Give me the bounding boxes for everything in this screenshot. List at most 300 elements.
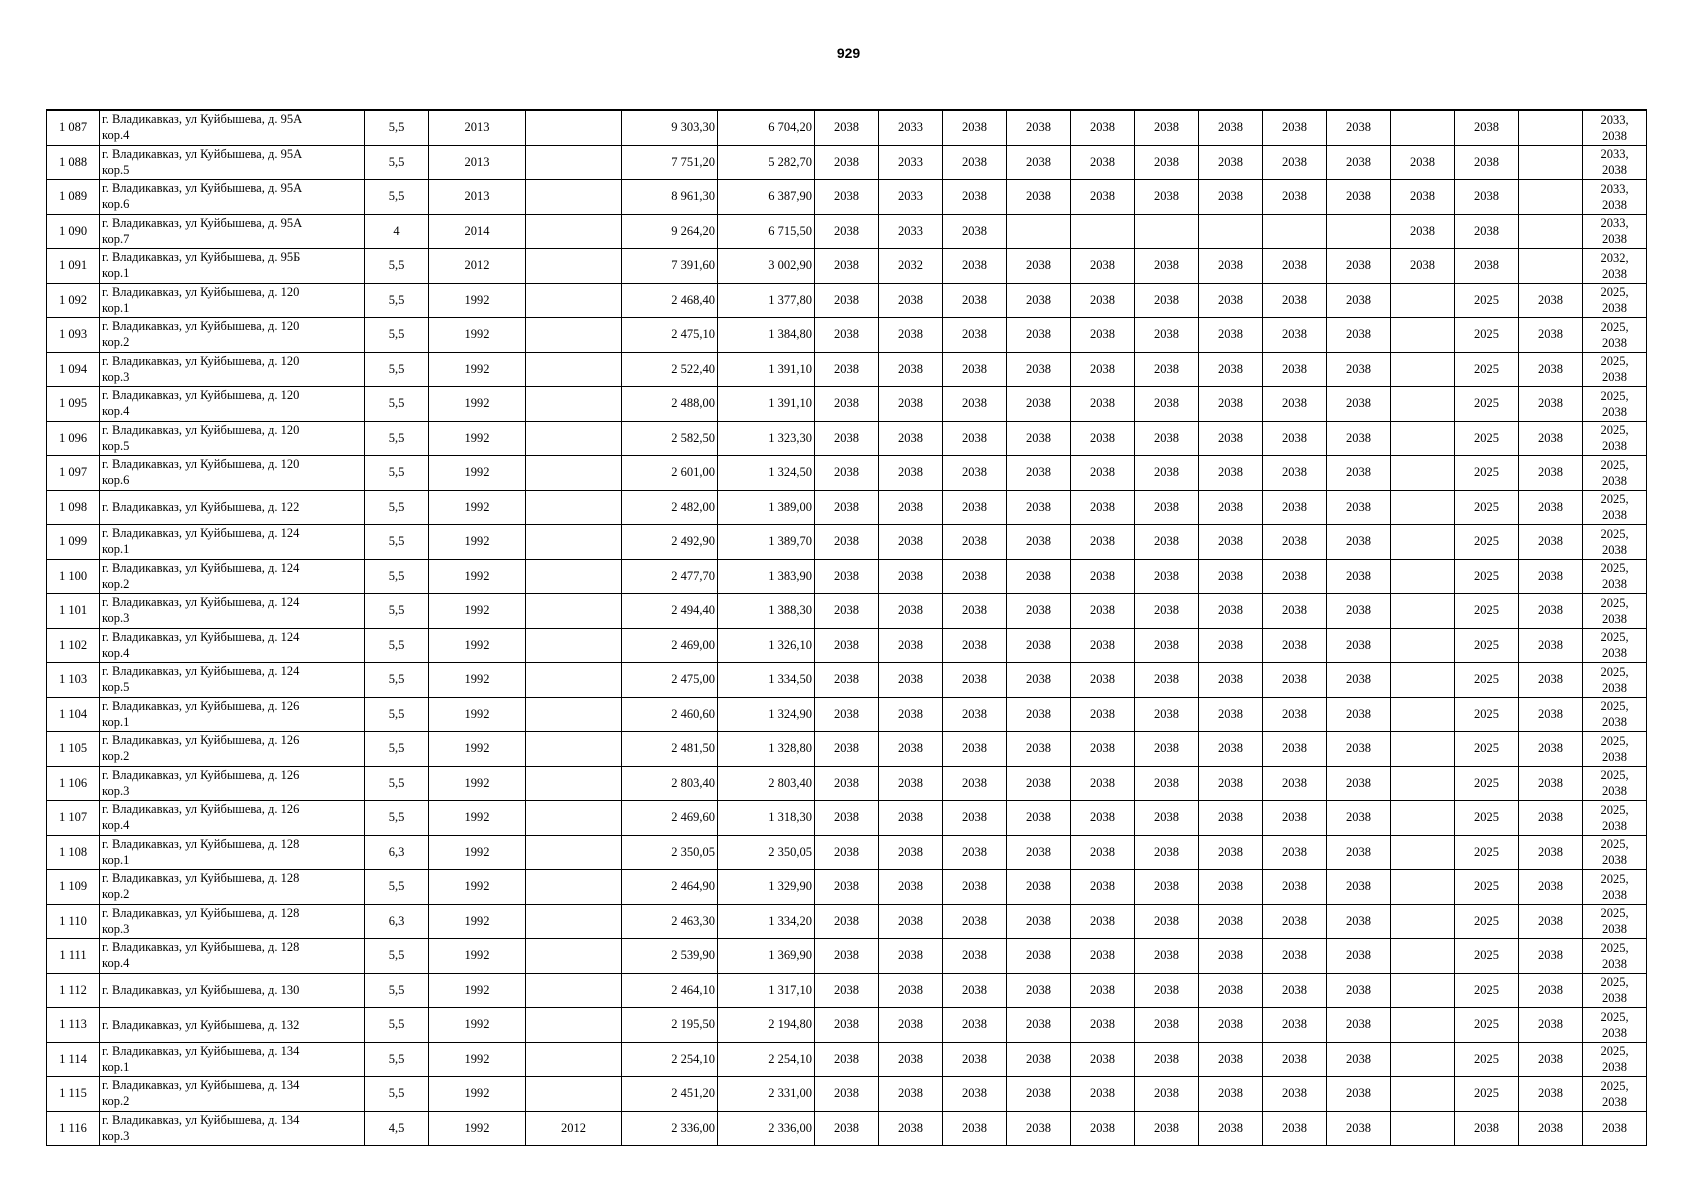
repair-year-cell — [1391, 801, 1455, 836]
address-line: г. Владикавказ, ул Куйбышева, д. 120 — [102, 353, 300, 368]
repair-year-cell: 2038 — [815, 283, 879, 318]
area-cell: 2 195,50 — [622, 1008, 718, 1043]
repair-year-cell: 2038 — [943, 1111, 1007, 1146]
repair-year-cell: 2038 — [1263, 318, 1327, 353]
repair-year-cell — [1519, 110, 1583, 145]
table-row — [47, 456, 1647, 491]
floors-cell: 5,5 — [365, 490, 429, 525]
last-cell — [1583, 145, 1647, 180]
repair-year-cell: 2038 — [1007, 1111, 1071, 1146]
repair-year-cell: 2038 — [1135, 1077, 1199, 1112]
repair-year-cell: 2038 — [943, 835, 1007, 870]
year-cell — [526, 318, 622, 353]
address-cell — [100, 628, 365, 663]
area-cell: 2 481,50 — [622, 732, 718, 767]
repair-year-cell: 2038 — [879, 939, 943, 974]
floors-cell: 5,5 — [365, 387, 429, 422]
area-cell: 2 469,60 — [622, 801, 718, 836]
address-line: г. Владикавказ, ул Куйбышева, д. 120 — [102, 457, 300, 471]
repair-year-cell: 2038 — [1007, 939, 1071, 974]
repair-year-cell: 2025 — [1455, 1077, 1519, 1112]
row-number: 1 110 — [47, 904, 100, 939]
area-cell: 2 477,70 — [622, 559, 718, 594]
page-number: 929 — [836, 45, 861, 61]
repair-year-cell: 2038 — [1327, 110, 1391, 145]
table-row — [47, 663, 1647, 698]
repair-year-cell: 2038 — [879, 318, 943, 353]
repair-year-cell: 2038 — [1007, 870, 1071, 905]
area-cell: 2 539,90 — [622, 939, 718, 974]
repair-year-cell: 2038 — [943, 421, 1007, 456]
repair-year-cell: 2025 — [1455, 1042, 1519, 1077]
address-cell — [100, 766, 365, 801]
repair-year-cell: 2038 — [1199, 352, 1263, 387]
last-line-1: 2025, — [1600, 733, 1629, 748]
repair-year-cell: 2038 — [1199, 904, 1263, 939]
repair-year-cell: 2038 — [943, 628, 1007, 663]
repair-year-cell: 2038 — [879, 594, 943, 629]
address-line: г. Владикавказ, ул Куйбышева, д. 128 — [102, 836, 300, 851]
area-cell: 2 254,10 — [718, 1042, 815, 1077]
repair-year-cell: 2038 — [1007, 249, 1071, 284]
floors-cell: 5,5 — [365, 628, 429, 663]
area-cell: 7 751,20 — [622, 145, 718, 180]
repair-year-cell: 2038 — [1519, 490, 1583, 525]
repair-year-cell: 2038 — [1071, 663, 1135, 698]
repair-year-cell: 2038 — [943, 249, 1007, 284]
repair-year-cell: 2038 — [879, 904, 943, 939]
repair-year-cell: 2038 — [1199, 1111, 1263, 1146]
area-cell: 9 303,30 — [622, 110, 718, 145]
year-cell — [526, 421, 622, 456]
repair-year-cell: 2038 — [943, 110, 1007, 145]
last-cell — [1583, 1042, 1647, 1077]
area-cell: 1 389,70 — [718, 525, 815, 560]
year-cell — [526, 1008, 622, 1043]
repair-year-cell — [1391, 1077, 1455, 1112]
year-cell — [526, 456, 622, 491]
repair-year-cell: 2038 — [1199, 180, 1263, 215]
address-building: кор.4 — [102, 956, 130, 970]
repair-year-cell: 2038 — [943, 904, 1007, 939]
repair-year-cell — [1519, 214, 1583, 249]
last-line-1: 2025, — [1600, 837, 1629, 852]
repair-year-cell: 2038 — [1007, 1008, 1071, 1043]
repair-year-cell: 2038 — [1327, 628, 1391, 663]
repair-year-cell: 2038 — [815, 456, 879, 491]
repair-year-cell: 2038 — [1071, 594, 1135, 629]
repair-year-cell: 2038 — [943, 732, 1007, 767]
address-building: кор.4 — [102, 645, 130, 660]
last-line-2: 2038 — [1602, 163, 1627, 178]
area-cell: 2 254,10 — [622, 1042, 718, 1077]
repair-year-cell: 2038 — [943, 352, 1007, 387]
repair-year-cell: 2038 — [879, 732, 943, 767]
area-cell: 2 803,40 — [718, 766, 815, 801]
address-cell — [100, 870, 365, 905]
repair-year-cell: 2038 — [1263, 283, 1327, 318]
repair-year-cell: 2038 — [1327, 1077, 1391, 1112]
repair-year-cell: 2038 — [1263, 421, 1327, 456]
address-cell — [100, 835, 365, 870]
area-cell: 8 961,30 — [622, 180, 718, 215]
repair-year-cell: 2038 — [1199, 628, 1263, 663]
address-line: г. Владикавказ, ул Куйбышева, д. 120 — [102, 284, 300, 299]
address-cell — [100, 1077, 365, 1112]
repair-year-cell: 2025 — [1455, 283, 1519, 318]
area-cell: 2 464,10 — [622, 973, 718, 1008]
address-building: кор.4 — [102, 818, 130, 832]
last-cell — [1583, 732, 1647, 767]
address-line: г. Владикавказ, ул Куйбышева, д. 130 — [102, 983, 300, 998]
repair-year-cell: 2038 — [1519, 939, 1583, 974]
repair-year-cell: 2038 — [1519, 732, 1583, 767]
last-line-1: 2025, — [1600, 768, 1629, 783]
area-cell: 2 475,00 — [622, 663, 718, 698]
repair-year-cell: 2038 — [815, 559, 879, 594]
repair-year-cell: 2038 — [1007, 352, 1071, 387]
repair-year-cell: 2038 — [815, 766, 879, 801]
repair-year-cell: 2038 — [1391, 180, 1455, 215]
table-row — [47, 801, 1647, 836]
year-cell: 1992 — [429, 594, 526, 629]
repair-year-cell — [1071, 214, 1135, 249]
repair-year-cell: 2038 — [943, 594, 1007, 629]
repair-year-cell — [1391, 628, 1455, 663]
row-number: 1 097 — [47, 456, 100, 491]
repair-year-cell: 2038 — [1199, 1008, 1263, 1043]
year-cell — [526, 663, 622, 698]
area-cell: 1 323,30 — [718, 421, 815, 456]
repair-year-cell: 2038 — [1199, 525, 1263, 560]
repair-year-cell — [1391, 973, 1455, 1008]
address-cell — [100, 973, 365, 1008]
repair-year-cell: 2038 — [1007, 697, 1071, 732]
year-cell: 1992 — [429, 1042, 526, 1077]
repair-year-cell — [1391, 697, 1455, 732]
repair-year-cell: 2038 — [1199, 283, 1263, 318]
table-row — [47, 1042, 1647, 1077]
repair-year-cell: 2038 — [1135, 352, 1199, 387]
last-line-2: 2038 — [1602, 956, 1627, 971]
address-line: г. Владикавказ, ул Куйбышева, д. 128 — [102, 905, 300, 920]
repair-year-cell: 2038 — [879, 456, 943, 491]
repair-year-cell: 2038 — [1327, 939, 1391, 974]
address-line: г. Владикавказ, ул Куйбышева, д. 95А — [102, 146, 303, 161]
address-line: г. Владикавказ, ул Куйбышева, д. 120 — [102, 422, 300, 437]
housing-table — [46, 109, 1647, 1146]
repair-year-cell: 2038 — [1007, 318, 1071, 353]
repair-year-cell: 2038 — [1007, 628, 1071, 663]
repair-year-cell: 2038 — [1007, 766, 1071, 801]
address-building: кор.2 — [102, 576, 130, 591]
area-cell: 5 282,70 — [718, 145, 815, 180]
repair-year-cell: 2038 — [1327, 835, 1391, 870]
last-cell — [1583, 939, 1647, 974]
repair-year-cell: 2038 — [1327, 870, 1391, 905]
last-cell — [1583, 249, 1647, 284]
repair-year-cell: 2038 — [1263, 939, 1327, 974]
repair-year-cell: 2038 — [1391, 145, 1455, 180]
repair-year-cell: 2025 — [1455, 870, 1519, 905]
last-cell — [1583, 594, 1647, 629]
repair-year-cell: 2038 — [1327, 387, 1391, 422]
address-line: г. Владикавказ, ул Куйбышева, д. 124 — [102, 560, 300, 575]
repair-year-cell: 2038 — [1199, 1077, 1263, 1112]
last-cell — [1583, 904, 1647, 939]
address-building: кор.5 — [102, 162, 130, 177]
row-number: 1 098 — [47, 490, 100, 525]
repair-year-cell: 2038 — [1135, 801, 1199, 836]
repair-year-cell: 2038 — [1263, 559, 1327, 594]
address-line: г. Владикавказ, ул Куйбышева, д. 128 — [102, 940, 300, 954]
repair-year-cell: 2038 — [1199, 939, 1263, 974]
area-cell: 6 704,20 — [718, 110, 815, 145]
repair-year-cell: 2038 — [1007, 283, 1071, 318]
repair-year-cell: 2025 — [1455, 697, 1519, 732]
floors-cell: 5,5 — [365, 594, 429, 629]
last-cell — [1583, 663, 1647, 698]
repair-year-cell: 2038 — [1327, 318, 1391, 353]
year-cell: 1992 — [429, 904, 526, 939]
repair-year-cell: 2038 — [1519, 628, 1583, 663]
repair-year-cell: 2038 — [1007, 1077, 1071, 1112]
year-cell — [526, 559, 622, 594]
repair-year-cell: 2038 — [1327, 180, 1391, 215]
last-line-1: 2025, — [1600, 630, 1629, 645]
address-line: г. Владикавказ, ул Куйбышева, д. 128 — [102, 871, 300, 885]
repair-year-cell: 2025 — [1455, 456, 1519, 491]
last-line-2: 2038 — [1602, 232, 1627, 247]
area-cell: 2 803,40 — [622, 766, 718, 801]
repair-year-cell: 2038 — [1071, 835, 1135, 870]
repair-year-cell: 2038 — [1263, 249, 1327, 284]
repair-year-cell: 2038 — [943, 387, 1007, 422]
repair-year-cell: 2038 — [879, 801, 943, 836]
repair-year-cell: 2038 — [1327, 697, 1391, 732]
last-cell — [1583, 1111, 1647, 1146]
last-line-2: 2038 — [1602, 335, 1627, 350]
area-cell: 6 715,50 — [718, 214, 815, 249]
address-cell — [100, 180, 365, 215]
address-cell — [100, 1042, 365, 1077]
floors-cell: 5,5 — [365, 110, 429, 145]
floors-cell: 5,5 — [365, 973, 429, 1008]
repair-year-cell: 2038 — [1007, 180, 1071, 215]
repair-year-cell: 2038 — [815, 973, 879, 1008]
area-cell: 6 387,90 — [718, 180, 815, 215]
last-cell — [1583, 973, 1647, 1008]
address-building: кор.3 — [102, 611, 130, 625]
year-cell — [526, 628, 622, 663]
area-cell: 1 389,00 — [718, 490, 815, 525]
repair-year-cell: 2038 — [1519, 456, 1583, 491]
repair-year-cell: 2038 — [1519, 801, 1583, 836]
last-cell — [1583, 318, 1647, 353]
row-number: 1 104 — [47, 697, 100, 732]
repair-year-cell — [1391, 283, 1455, 318]
repair-year-cell: 2038 — [1135, 732, 1199, 767]
area-cell: 2 350,05 — [622, 835, 718, 870]
repair-year-cell — [1007, 214, 1071, 249]
repair-year-cell: 2038 — [943, 663, 1007, 698]
repair-year-cell — [1263, 214, 1327, 249]
area-cell: 2 460,60 — [622, 697, 718, 732]
last-line-1: 2033, — [1600, 147, 1629, 162]
repair-year-cell: 2038 — [879, 490, 943, 525]
year-cell — [526, 180, 622, 215]
repair-year-cell: 2038 — [943, 559, 1007, 594]
table-row — [47, 1077, 1647, 1112]
last-line-2: 2038 — [1602, 370, 1627, 385]
year-cell — [526, 490, 622, 525]
repair-year-cell: 2038 — [1135, 766, 1199, 801]
area-cell: 9 264,20 — [622, 214, 718, 249]
row-number: 1 105 — [47, 732, 100, 767]
repair-year-cell: 2038 — [1263, 835, 1327, 870]
repair-year-cell: 2038 — [1007, 387, 1071, 422]
floors-cell: 5,5 — [365, 559, 429, 594]
repair-year-cell: 2038 — [1007, 1042, 1071, 1077]
repair-year-cell: 2038 — [943, 214, 1007, 249]
address-line: г. Владикавказ, ул Куйбышева, д. 95А — [102, 215, 303, 230]
row-number: 1 112 — [47, 973, 100, 1008]
repair-year-cell: 2038 — [1071, 318, 1135, 353]
table-row — [47, 594, 1647, 629]
repair-year-cell: 2038 — [1199, 456, 1263, 491]
area-cell: 2 522,40 — [622, 352, 718, 387]
address-cell — [100, 456, 365, 491]
repair-year-cell: 2038 — [879, 387, 943, 422]
year-cell: 1992 — [429, 663, 526, 698]
area-cell: 2 488,00 — [622, 387, 718, 422]
repair-year-cell: 2038 — [1007, 110, 1071, 145]
repair-year-cell: 2038 — [879, 1008, 943, 1043]
table-row — [47, 904, 1647, 939]
floors-cell: 5,5 — [365, 180, 429, 215]
repair-year-cell: 2038 — [1327, 973, 1391, 1008]
repair-year-cell: 2025 — [1455, 318, 1519, 353]
area-cell: 2 468,40 — [622, 283, 718, 318]
repair-year-cell: 2038 — [1071, 870, 1135, 905]
row-number: 1 092 — [47, 283, 100, 318]
row-number: 1 094 — [47, 352, 100, 387]
last-line-1: 2032, — [1600, 250, 1629, 265]
repair-year-cell: 2025 — [1455, 835, 1519, 870]
address-building: кор.3 — [102, 783, 130, 798]
last-line-1: 2025, — [1600, 388, 1629, 403]
repair-year-cell: 2038 — [879, 559, 943, 594]
repair-year-cell: 2038 — [1327, 559, 1391, 594]
last-cell — [1583, 1077, 1647, 1112]
year-cell — [526, 697, 622, 732]
repair-year-cell: 2038 — [1135, 870, 1199, 905]
last-line-2: 2038 — [1602, 646, 1627, 661]
repair-year-cell: 2038 — [1327, 352, 1391, 387]
last-cell — [1583, 559, 1647, 594]
last-line-1: 2033, — [1600, 216, 1629, 231]
repair-year-cell — [1519, 180, 1583, 215]
last-line-1: 2025, — [1600, 906, 1629, 921]
last-cell — [1583, 110, 1647, 145]
area-cell: 1 317,10 — [718, 973, 815, 1008]
repair-year-cell: 2038 — [1263, 973, 1327, 1008]
repair-year-cell: 2038 — [1007, 801, 1071, 836]
repair-year-cell: 2025 — [1455, 628, 1519, 663]
floors-cell: 5,5 — [365, 1042, 429, 1077]
repair-year-cell: 2038 — [1391, 214, 1455, 249]
repair-year-cell: 2038 — [1263, 180, 1327, 215]
row-number: 1 106 — [47, 766, 100, 801]
row-number: 1 100 — [47, 559, 100, 594]
floors-cell: 5,5 — [365, 663, 429, 698]
repair-year-cell: 2038 — [815, 387, 879, 422]
repair-year-cell: 2038 — [1327, 1008, 1391, 1043]
address-line: г. Владикавказ, ул Куйбышева, д. 134 — [102, 1078, 300, 1092]
repair-year-cell: 2038 — [1007, 904, 1071, 939]
repair-year-cell: 2038 — [1199, 421, 1263, 456]
repair-year-cell: 2038 — [1263, 1042, 1327, 1077]
repair-year-cell: 2038 — [815, 1042, 879, 1077]
year-cell: 1992 — [429, 973, 526, 1008]
last-cell — [1583, 180, 1647, 215]
last-cell — [1583, 766, 1647, 801]
table-row — [47, 283, 1647, 318]
year-cell: 2014 — [429, 214, 526, 249]
repair-year-cell: 2038 — [1135, 421, 1199, 456]
repair-year-cell: 2038 — [1199, 387, 1263, 422]
last-line-2: 2038 — [1602, 818, 1627, 833]
year-cell: 1992 — [429, 490, 526, 525]
area-cell: 1 318,30 — [718, 801, 815, 836]
floors-cell: 5,5 — [365, 352, 429, 387]
year-cell: 1992 — [429, 1008, 526, 1043]
repair-year-cell: 2038 — [1199, 110, 1263, 145]
repair-year-cell: 2038 — [1263, 145, 1327, 180]
repair-year-cell — [1519, 145, 1583, 180]
repair-year-cell: 2038 — [1071, 525, 1135, 560]
floors-cell: 5,5 — [365, 870, 429, 905]
address-building: кор.4 — [102, 404, 130, 418]
repair-year-cell: 2038 — [1071, 421, 1135, 456]
year-cell: 1992 — [429, 456, 526, 491]
repair-year-cell: 2038 — [1135, 249, 1199, 284]
repair-year-cell: 2038 — [1199, 732, 1263, 767]
row-number: 1 115 — [47, 1077, 100, 1112]
table-row — [47, 1111, 1647, 1146]
repair-year-cell: 2038 — [1135, 490, 1199, 525]
repair-year-cell: 2038 — [1199, 663, 1263, 698]
repair-year-cell: 2038 — [1071, 1042, 1135, 1077]
repair-year-cell: 2038 — [1327, 801, 1391, 836]
repair-year-cell: 2038 — [943, 801, 1007, 836]
repair-year-cell: 2038 — [1455, 110, 1519, 145]
row-number: 1 091 — [47, 249, 100, 284]
repair-year-cell: 2038 — [815, 249, 879, 284]
last-line-1: 2025, — [1600, 285, 1629, 300]
table-row — [47, 490, 1647, 525]
repair-year-cell: 2038 — [1519, 870, 1583, 905]
repair-year-cell: 2038 — [1199, 835, 1263, 870]
repair-year-cell: 2038 — [1327, 1111, 1391, 1146]
repair-year-cell: 2038 — [879, 1077, 943, 1112]
table-row — [47, 387, 1647, 422]
year-cell: 1992 — [429, 939, 526, 974]
repair-year-cell: 2038 — [1135, 145, 1199, 180]
repair-year-cell: 2038 — [879, 1042, 943, 1077]
row-number: 1 111 — [47, 939, 100, 974]
last-line-1: 2025, — [1600, 526, 1629, 541]
